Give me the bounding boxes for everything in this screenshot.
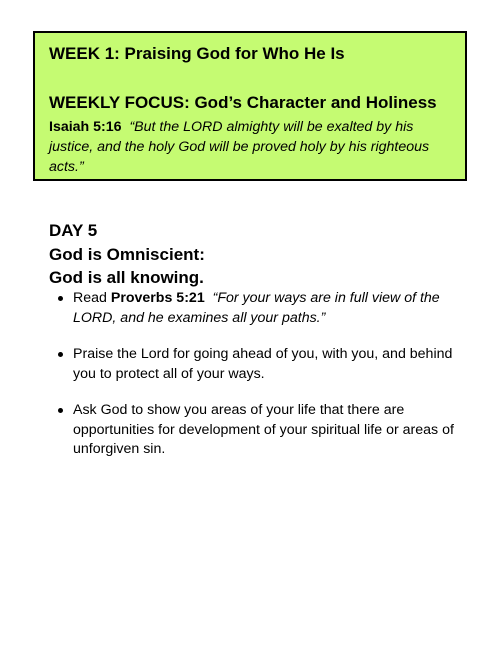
item-prefix: Read (73, 290, 111, 306)
devotion-bullet-list (57, 289, 457, 477)
day-heading-line1: God is Omniscient: (49, 244, 205, 264)
verse-reference: Isaiah 5:16 (49, 119, 122, 135)
bullet-icon (58, 352, 63, 357)
list-item (57, 289, 457, 328)
bullet-icon (58, 296, 63, 301)
weekly-focus-title: WEEKLY FOCUS: God’s Character and Holiness (49, 93, 437, 112)
week-title: WEEK 1: Praising God for Who He Is (49, 44, 345, 63)
weekly-focus-box (33, 31, 467, 181)
list-item (57, 345, 457, 384)
item-reference: Proverbs 5:21 (110, 290, 205, 306)
list-item (57, 401, 457, 460)
bullet-icon (58, 408, 63, 413)
verse-text: “But the LORD almighty will be exalted by his justice, and the holy God will be proved holy by his righteous acts.” (49, 119, 430, 175)
day-heading (49, 219, 205, 290)
day-label: DAY 5 (49, 221, 98, 240)
item-quote: “For your ways are in full view of the LORD, and he examines all your paths.” (73, 290, 440, 326)
focus-verse (49, 117, 449, 177)
day-heading-line2: God is all knowing. (49, 268, 204, 287)
item-text: Praise the Lord for going ahead of you, with you, and behind you to protect all of your ways. (73, 346, 453, 382)
item-text: Ask God to show you areas of your life that there are opportunities for development of your spiritual life or areas of unforgiven sin. (73, 402, 454, 457)
